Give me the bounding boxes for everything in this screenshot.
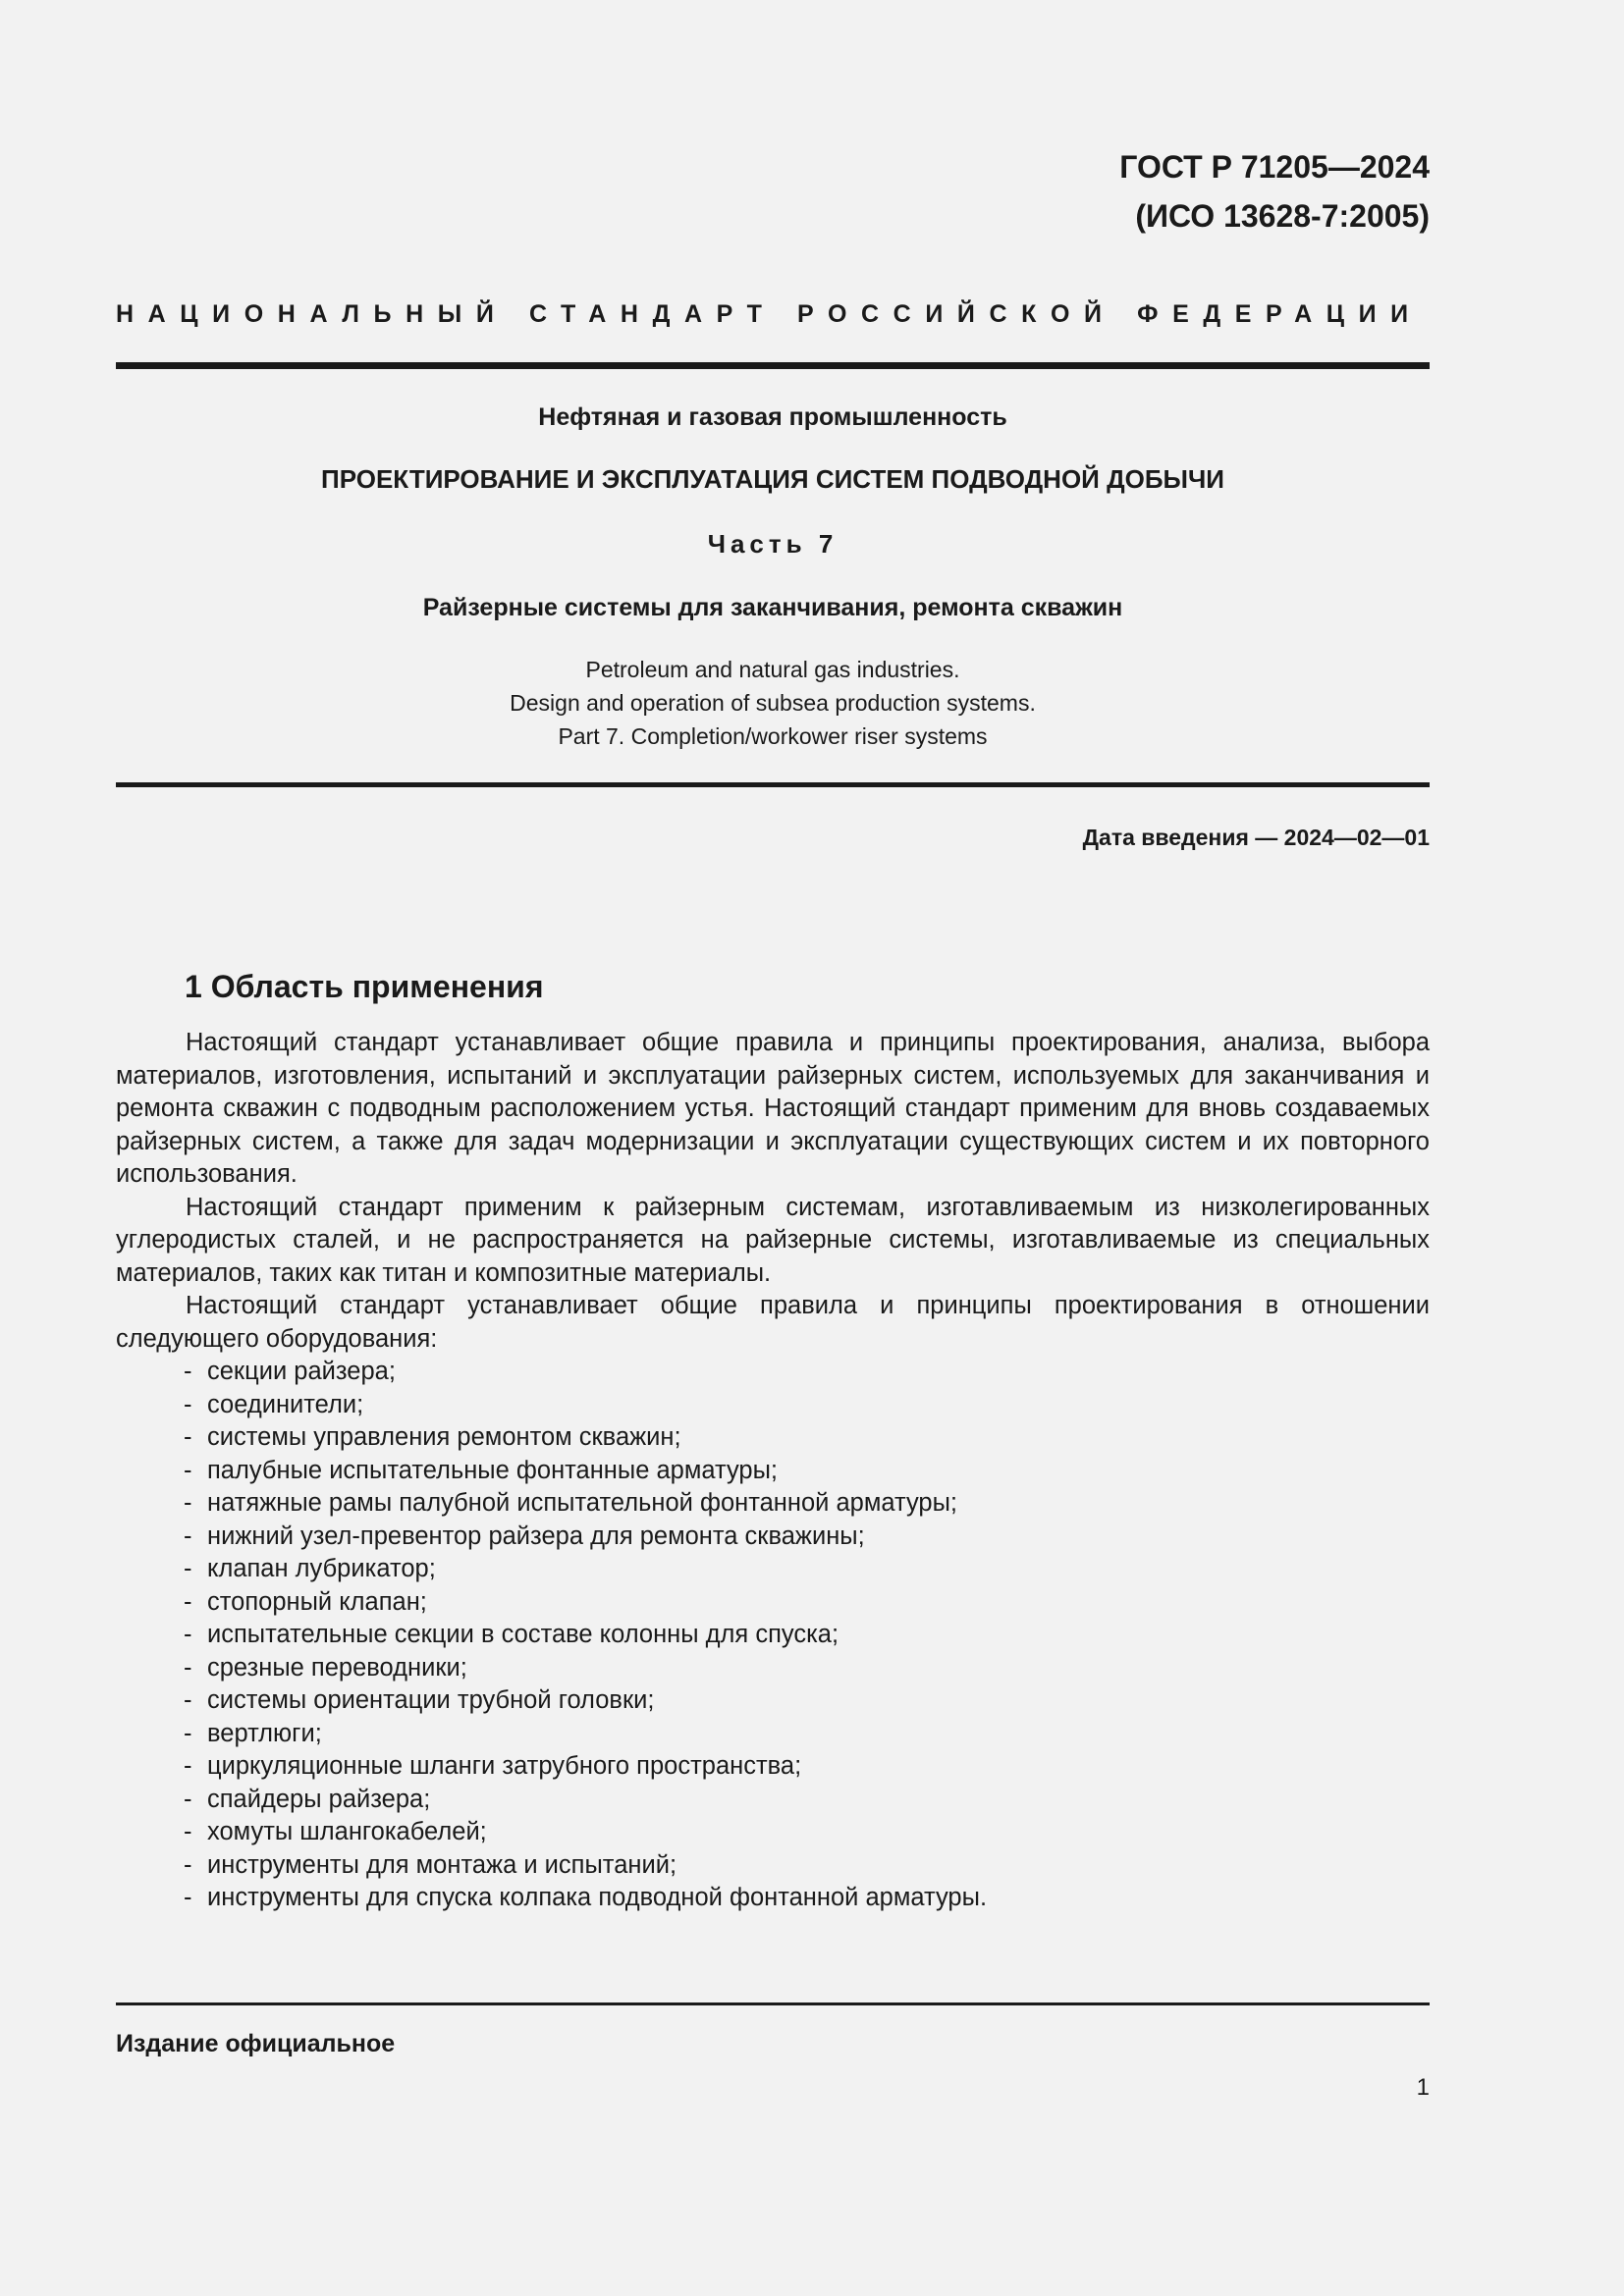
part-subtitle: Райзерные системы для заканчивания, ремонта скважин: [422, 594, 1123, 621]
list-item-text: инструменты для спуска колпака подводной фонтанной арматуры.: [207, 1884, 988, 1911]
introduction-date: Дата введения — 2024—02—01: [1082, 825, 1430, 850]
list-item: [184, 1718, 1430, 1751]
list-item-text: спайдеры райзера;: [207, 1785, 431, 1813]
english-title-line: Part 7. Completion/workower riser systems: [558, 723, 988, 749]
list-item-text: секции райзера;: [207, 1358, 396, 1385]
list-item-text: испытательные секции в составе колонны для спуска;: [207, 1621, 839, 1648]
iso-reference: (ИСО 13628-7:2005): [1135, 198, 1430, 234]
paragraph: Настоящий стандарт применим к райзерным системам, изготавливаемым из низколегированных углеродистых сталей, и не распространяется на райзерные системы, изготавливаемые из специальных материалов, таких как титан и композитные материалы.: [116, 1193, 1430, 1287]
list-item: [184, 1750, 1430, 1784]
list-item-text: инструменты для монтажа и испытаний;: [207, 1850, 677, 1879]
list-marker: -: [184, 1489, 192, 1517]
national-standard-title: НАЦИОНАЛЬНЫЙ СТАНДАРТ РОССИЙСКОЙ ФЕДЕРАЦИИ: [116, 300, 1423, 328]
list-item-text: стопорный клапан;: [207, 1587, 427, 1616]
list-item: [184, 1421, 1430, 1455]
standard-number: ГОСТ Р 71205—2024: [1119, 149, 1430, 185]
list-marker: -: [184, 1719, 192, 1747]
list-marker: -: [184, 1358, 192, 1385]
part-label: Часть 7: [707, 529, 839, 559]
list-item: [184, 1816, 1430, 1849]
main-title: ПРОЕКТИРОВАНИЕ И ЭКСПЛУАТАЦИЯ СИСТЕМ ПОДВОДНОЙ ДОБЫЧИ: [321, 464, 1224, 494]
list-item-text: нижний узел-превентор райзера для ремонта скважины;: [207, 1522, 865, 1550]
standard-designation: [1119, 142, 1430, 240]
list-marker: -: [184, 1752, 192, 1780]
list-item-text: системы ориентации трубной головки;: [207, 1686, 655, 1714]
list-item: [184, 1389, 1430, 1422]
list-item: [184, 1652, 1430, 1685]
list-marker: -: [184, 1390, 192, 1418]
paragraph: Настоящий стандарт устанавливает общие правила и принципы проектирования, анализа, выбора материалов, изготовления, испытаний и эксплуатации райзерных систем, используемых для заканчивания и ремонта скважин с подводным расположением устья. Настоящий стандарт применим для вновь создаваемых райзерных систем, а также для задач модернизации и эксплуатации существующих систем и их повторного использования.: [116, 1029, 1430, 1188]
list-marker: -: [184, 1456, 192, 1484]
list-item: [184, 1455, 1430, 1488]
footer-divider: [116, 2002, 1430, 2005]
official-edition-label: Издание официальное: [116, 2030, 396, 2057]
list-item: [184, 1586, 1430, 1620]
list-item: [184, 1882, 1430, 1915]
equipment-list: [116, 1356, 1430, 1915]
list-item-text: хомуты шлангокабелей;: [207, 1818, 487, 1845]
list-marker: -: [184, 1818, 192, 1845]
list-item-text: клапан лубрикатор;: [207, 1555, 436, 1582]
list-item: [184, 1521, 1430, 1554]
english-title: [116, 653, 1430, 753]
list-marker: -: [184, 1555, 192, 1582]
list-marker: -: [184, 1686, 192, 1714]
page-number: 1: [1416, 2074, 1430, 2101]
section-heading: 1 Область применения: [185, 969, 544, 1004]
list-item: [184, 1619, 1430, 1652]
list-marker: -: [184, 1522, 192, 1550]
list-marker: -: [184, 1785, 192, 1813]
list-item: [184, 1487, 1430, 1521]
english-title-line: Design and operation of subsea production systems.: [510, 690, 1036, 716]
list-item-text: натяжные рамы палубной испытательной фонтанной арматуры;: [207, 1489, 958, 1517]
list-marker: -: [184, 1884, 192, 1911]
section-body: [116, 1027, 1430, 1915]
document-page: [116, 0, 1430, 2296]
list-item-text: циркуляционные шланги затрубного пространства;: [207, 1752, 802, 1780]
list-item: [184, 1553, 1430, 1586]
industry-title: Нефтяная и газовая промышленность: [538, 403, 1007, 431]
header-divider: [116, 362, 1430, 369]
list-marker: -: [184, 1423, 192, 1451]
list-item-text: срезные переводники;: [207, 1653, 467, 1682]
list-marker: -: [184, 1653, 192, 1682]
list-marker: -: [184, 1587, 192, 1616]
list-marker: -: [184, 1621, 192, 1648]
list-item-text: системы управления ремонтом скважин;: [207, 1423, 681, 1451]
list-item: [184, 1849, 1430, 1883]
list-item-text: соединители;: [207, 1390, 364, 1418]
list-item: [184, 1356, 1430, 1389]
list-item: [184, 1784, 1430, 1817]
paragraph: Настоящий стандарт устанавливает общие правила и принципы проектирования в отношении следующего оборудования:: [116, 1292, 1430, 1353]
list-item-text: вертлюги;: [207, 1719, 322, 1747]
english-title-line: Petroleum and natural gas industries.: [585, 657, 960, 682]
list-item: [184, 1684, 1430, 1718]
list-item-text: палубные испытательные фонтанные арматуры;: [207, 1456, 779, 1484]
title-divider: [116, 782, 1430, 787]
list-marker: -: [184, 1850, 192, 1879]
